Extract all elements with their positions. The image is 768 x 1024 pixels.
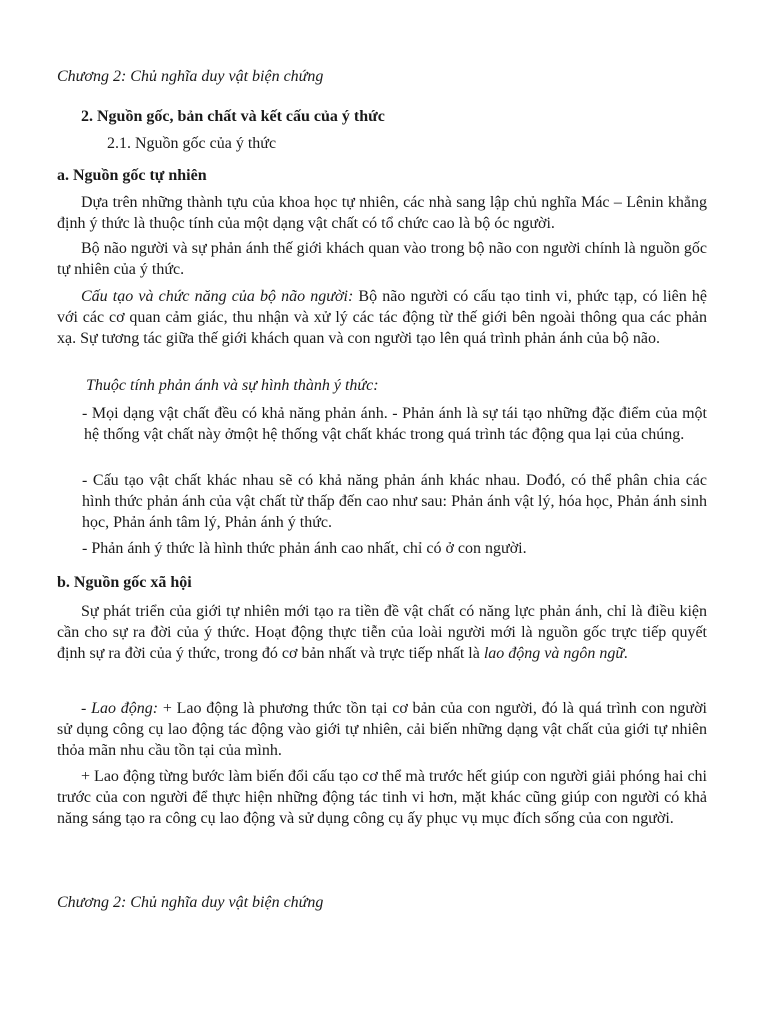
page-header: Chương 2: Chủ nghĩa duy vật biện chứng xyxy=(57,68,324,85)
part-a-heading: a. Nguồn gốc tự nhiên xyxy=(57,167,207,184)
social-origin-text: Sự phát triển của giới tự nhiên mới tạo ra tiền đề vật chất có năng lực phản ánh, chỉ là điều kiện cần cho sự ra đời của ý thức. Hoạt động thực tiễn của loài người mới là nguồn gốc trực tiếp quyết định sự ra đời của ý thức, trong đó cơ bản nhất và trực tiếp nhất là xyxy=(57,603,707,662)
part-a-paragraph-3 xyxy=(57,286,707,349)
bullet-item: - Mọi dạng vật chất đều có khả năng phản ánh. - Phản ánh là sự tái tạo những đặc điểm của một hệ thống vật chất này ởmột hệ thống vật chất khác trong quá trình tác động qua lại của chúng. xyxy=(82,405,707,443)
brain-structure-text: Bộ não người có cấu tạo tinh vi, phức tạp, có liên hệ với các cơ quan cảm giác, thu nhận và xử lý các tác động từ thế giới bên ngoài thông qua các phản xạ. Sự tương tác giữa thế giới khách quan và con người tạo lên quá trình phản ánh của bộ não. xyxy=(57,288,707,347)
part-b-heading: b. Nguồn gốc xã hội xyxy=(57,574,192,591)
part-a-paragraph-2: Bộ não người và sự phản ánh thế giới khách quan vào trong bộ não con người chính là nguồn gốc tự nhiên của ý thức. xyxy=(57,240,707,278)
labor-language-emphasis: lao động và ngôn ngữ. xyxy=(483,645,629,662)
part-b-paragraph-1 xyxy=(57,601,707,664)
bullet-item: - Cấu tạo vật chất khác nhau sẽ có khả năng phản ánh khác nhau. Dođó, có thể phân chia các hình thức phản ánh của vật chất từ thấp đến cao như sau: Phản ánh vật lý, hóa học, Phản ánh sinh học, Phản ánh tâm lý, Phản ánh ý thức. xyxy=(82,472,707,531)
section-title: 2. Nguồn gốc, bản chất và kết cấu của ý thức xyxy=(81,108,385,125)
labor-label: - Lao động: xyxy=(81,700,159,717)
part-b-paragraph-2 xyxy=(57,698,707,761)
labor-text: + Lao động là phương thức tồn tại cơ bản của con người, đó là quá trình con người sử dụng công cụ lao động tác động vào giới tự nhiên, cải biến những dạng vật chất của giới tự nhiên thỏa mãn nhu cầu tồn tại của mình. xyxy=(57,700,707,759)
part-b-paragraph-3: + Lao động từng bước làm biến đổi cấu tạo cơ thể mà trước hết giúp con người giải phóng hai chi trước của con người để thực hiện những động tác tinh vi hơn, mặt khác cũng giúp con người có khả năng sáng tạo ra công cụ lao động và sử dụng công cụ ấy phục vụ mục đích sống của con người. xyxy=(57,768,707,827)
brain-structure-label: Cấu tạo và chức năng của bộ não người: xyxy=(81,288,354,305)
subsection-title: 2.1. Nguồn gốc của ý thức xyxy=(107,135,277,152)
bullet-item: - Phản ánh ý thức là hình thức phản ánh cao nhất, chỉ có ở con người. xyxy=(82,540,527,557)
reflection-property-label: Thuộc tính phản ánh và sự hình thành ý thức: xyxy=(86,377,379,394)
page-header-next: Chương 2: Chủ nghĩa duy vật biện chứng xyxy=(57,894,324,911)
part-a-paragraph-1: Dựa trên những thành tựu của khoa học tự nhiên, các nhà sang lập chủ nghĩa Mác – Lênin khẳng định ý thức là thuộc tính của một dạng vật chất có tổ chức cao là bộ óc người. xyxy=(57,194,707,232)
